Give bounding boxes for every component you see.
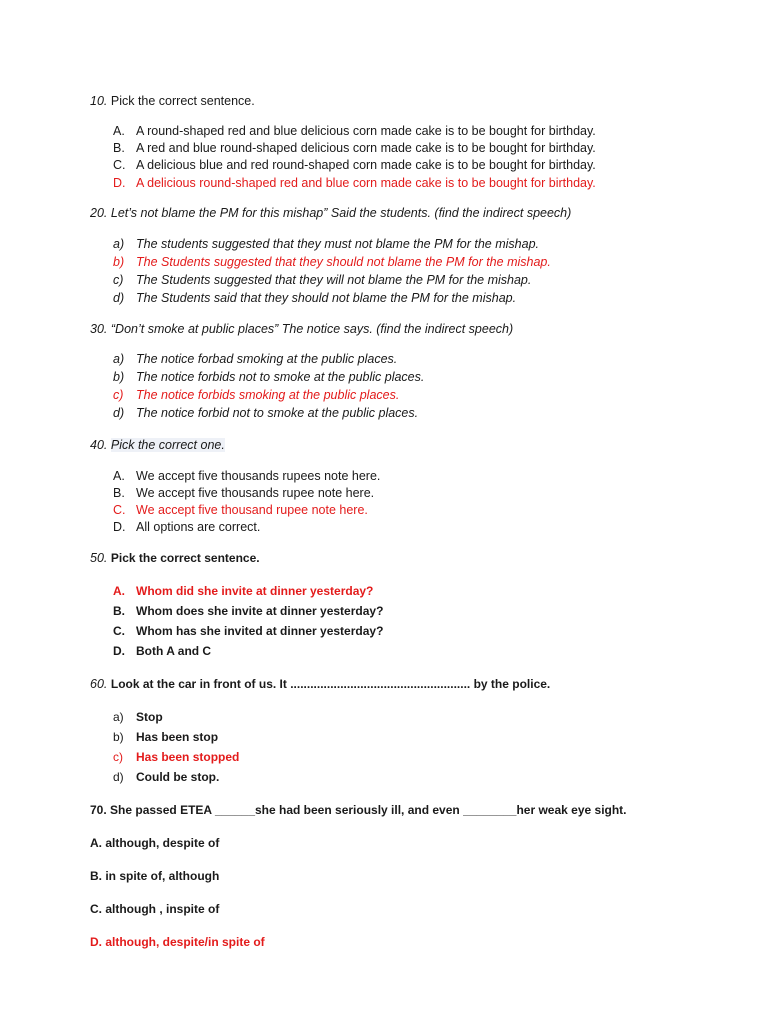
- option-10-a[interactable]: A. A round-shaped red and blue delicious corn made cake is to be bought for birthday.: [113, 124, 596, 138]
- question-text: Look at the car in front of us. It ...................................................... by the police.: [110, 677, 551, 691]
- question-number: 50.: [90, 551, 108, 565]
- question-40: [90, 438, 225, 452]
- question-text: She passed ETEA ______she had been seriously ill, and even ________her weak eye sight.: [110, 803, 627, 817]
- question-70: [90, 803, 627, 817]
- option-30-d[interactable]: d) The notice forbid not to smoke at the public places.: [113, 406, 419, 420]
- question-text: “Don’t smoke at public places” The notice says. (find the indirect speech): [110, 322, 514, 336]
- option-20-a[interactable]: a) The students suggested that they must not blame the PM for the mishap.: [113, 237, 539, 251]
- option-40-d[interactable]: D. All options are correct.: [113, 520, 261, 534]
- question-number: 40.: [90, 438, 108, 452]
- option-30-c-correct[interactable]: c) The notice forbids smoking at the public places.: [113, 388, 400, 402]
- question-10: [90, 94, 255, 108]
- option-10-d-correct[interactable]: D. A delicious round-shaped red and blue corn made cake is to be bought for birthday.: [113, 176, 596, 190]
- question-number: 70.: [90, 803, 107, 817]
- option-20-b-correct[interactable]: b) The Students suggested that they should not blame the PM for the mishap.: [113, 255, 551, 269]
- option-70-c[interactable]: C. although , inspite of: [90, 902, 220, 916]
- question-number: 20.: [90, 206, 108, 220]
- question-text: Pick the correct one.: [110, 438, 225, 452]
- option-30-a[interactable]: a) The notice forbad smoking at the public places.: [113, 352, 398, 366]
- option-60-c-correct[interactable]: c) Has been stopped: [113, 750, 240, 764]
- question-text: Pick the correct sentence.: [110, 94, 255, 108]
- option-10-b[interactable]: B. A red and blue round-shaped delicious corn made cake is to be bought for birthday.: [113, 141, 596, 155]
- option-50-b[interactable]: B. Whom does she invite at dinner yesterday?: [113, 604, 384, 618]
- option-20-d[interactable]: d) The Students said that they should not blame the PM for the mishap.: [113, 291, 517, 305]
- option-10-c[interactable]: C. A delicious blue and red round-shaped corn made cake is to be bought for birthday.: [113, 158, 596, 172]
- option-40-c-correct[interactable]: C. We accept five thousand rupee note here.: [113, 503, 368, 517]
- question-60: [90, 677, 550, 691]
- option-70-b[interactable]: B. in spite of, although: [90, 869, 220, 883]
- question-text: Let’s not blame the PM for this mishap” Said the students. (find the indirect speech): [110, 206, 572, 220]
- question-number: 10.: [90, 94, 108, 108]
- question-30: [90, 322, 513, 336]
- option-70-d-correct[interactable]: D. although, despite/in spite of: [90, 935, 265, 949]
- question-50: [90, 551, 260, 565]
- question-20: [90, 206, 571, 220]
- option-40-a[interactable]: A. We accept five thousands rupees note here.: [113, 469, 381, 483]
- option-60-d[interactable]: d) Could be stop.: [113, 770, 220, 784]
- question-text: Pick the correct sentence.: [110, 551, 260, 565]
- option-70-a[interactable]: A. although, despite of: [90, 836, 220, 850]
- option-60-b[interactable]: b) Has been stop: [113, 730, 219, 744]
- option-50-a-correct[interactable]: A. Whom did she invite at dinner yesterday?: [113, 584, 374, 598]
- option-50-d[interactable]: D. Both A and C: [113, 644, 212, 658]
- option-60-a[interactable]: a) Stop: [113, 710, 163, 724]
- option-20-c[interactable]: c) The Students suggested that they will not blame the PM for the mishap.: [113, 273, 532, 287]
- option-40-b[interactable]: B. We accept five thousands rupee note here.: [113, 486, 375, 500]
- option-50-c[interactable]: C. Whom has she invited at dinner yesterday?: [113, 624, 384, 638]
- question-number: 30.: [90, 322, 108, 336]
- option-30-b[interactable]: b) The notice forbids not to smoke at the public places.: [113, 370, 425, 384]
- question-number: 60.: [90, 677, 108, 691]
